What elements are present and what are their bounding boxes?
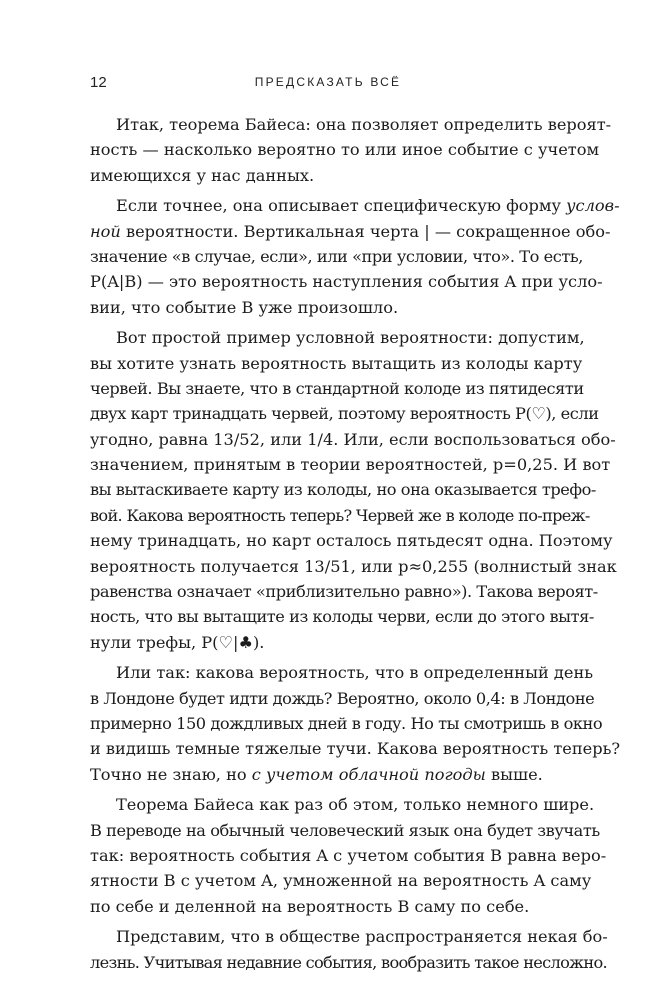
text-line: в Лондоне будет идти дождь? Вероятно, около 0,4: в Лондоне xyxy=(90,688,595,708)
text-line: Теорема Байеса как раз об этом, только немного шире. xyxy=(116,795,595,815)
text-line: Итак, теорема Байеса: она позволяет определить вероят- xyxy=(116,115,612,134)
text-line: Представим, что в обществе распространяется некая бо- xyxy=(116,927,608,947)
text-line: двух карт тринадцать червей, поэтому вероятность P(♡), если xyxy=(90,404,599,424)
text-line: имеющихся у нас данных. xyxy=(90,165,315,185)
text-line: Вот простой пример условной вероятности: допустим, xyxy=(116,328,585,348)
paragraph xyxy=(90,325,617,655)
text-line: P(A|B) — это вероятность наступления события A при усло- xyxy=(90,272,603,292)
text-line: значением, принятым в теории вероятностей, p=0,25. И вот xyxy=(90,455,611,475)
italic-run: услов- xyxy=(566,196,620,216)
paragraph xyxy=(90,112,612,188)
text-line: так: вероятность события A с учетом события B равна веро- xyxy=(90,845,607,865)
text-line: значение «в случае, если», или «при условии, что». То есть, xyxy=(90,246,583,266)
text-run: вероятности. Вертикальная черта | — сокращенное обо- xyxy=(120,221,611,241)
text-line: вии, что событие B уже произошло. xyxy=(90,297,399,317)
text-line: ятности B с учетом A, умноженной на вероятность A саму xyxy=(90,871,592,891)
italic-run: ной xyxy=(90,221,121,241)
text-run: выше. xyxy=(485,764,543,784)
text-line: примерно 150 дождливых дней в году. Но ты смотришь в окно xyxy=(90,713,603,733)
page-number: 12 xyxy=(90,74,107,91)
text-line: В переводе на обычный человеческий язык она будет звучать xyxy=(90,820,600,840)
text-line xyxy=(90,219,611,244)
text-line: вой. Какова вероятность теперь? Червей же в колоде по-преж- xyxy=(90,505,590,525)
text-line: угодно, равна 13/52, или 1/4. Или, если воспользоваться обо- xyxy=(90,429,616,449)
paragraph xyxy=(90,792,607,919)
body-text xyxy=(90,112,621,975)
italic-run: с учетом облачной погоды xyxy=(251,764,486,784)
text-line: и видишь темные тяжелые тучи. Какова вероятность теперь? xyxy=(90,739,621,759)
text-line: Или так: какова вероятность, что в определенный день xyxy=(116,663,594,683)
text-line: нему тринадцать, но карт осталось пятьдесят одна. Поэтому xyxy=(90,531,613,551)
text-line xyxy=(90,762,568,787)
text-line: вы вытаскиваете карту из колоды, но она оказывается трефо- xyxy=(90,480,596,500)
text-line: лезнь. Учитывая недавние события, вообразить такое несложно. xyxy=(90,952,607,972)
running-head xyxy=(90,74,566,94)
text-line: червей. Вы знаете, что в стандартной колоде из пятидесяти xyxy=(90,378,584,398)
text-line xyxy=(90,193,620,218)
paragraph xyxy=(90,660,621,787)
text-line: равенства означает «приблизительно равно»). Такова вероят- xyxy=(90,582,598,602)
text-line: нули трефы, P(♡|♣). xyxy=(90,632,265,652)
text-line: вы хотите узнать вероятность вытащить из колоды карту xyxy=(90,353,583,373)
text-run: Если точнее, она описывает специфическую форму xyxy=(116,196,567,216)
running-title: ПРЕДСКАЗАТЬ ВСЁ xyxy=(254,75,402,89)
text-line: вероятность получается 13/51, или p≈0,255 (волнистый знак xyxy=(90,556,617,576)
text-line: ность — насколько вероятно то или иное событие с учетом xyxy=(90,140,600,160)
paragraph xyxy=(90,924,608,975)
paragraph xyxy=(90,193,620,320)
text-line: ность, что вы вытащите из колоды черви, если до этого вытя- xyxy=(90,607,594,627)
text-run: Точно не знаю, но xyxy=(90,764,252,784)
text-line: по себе и деленной на вероятность B саму по себе. xyxy=(90,896,530,916)
